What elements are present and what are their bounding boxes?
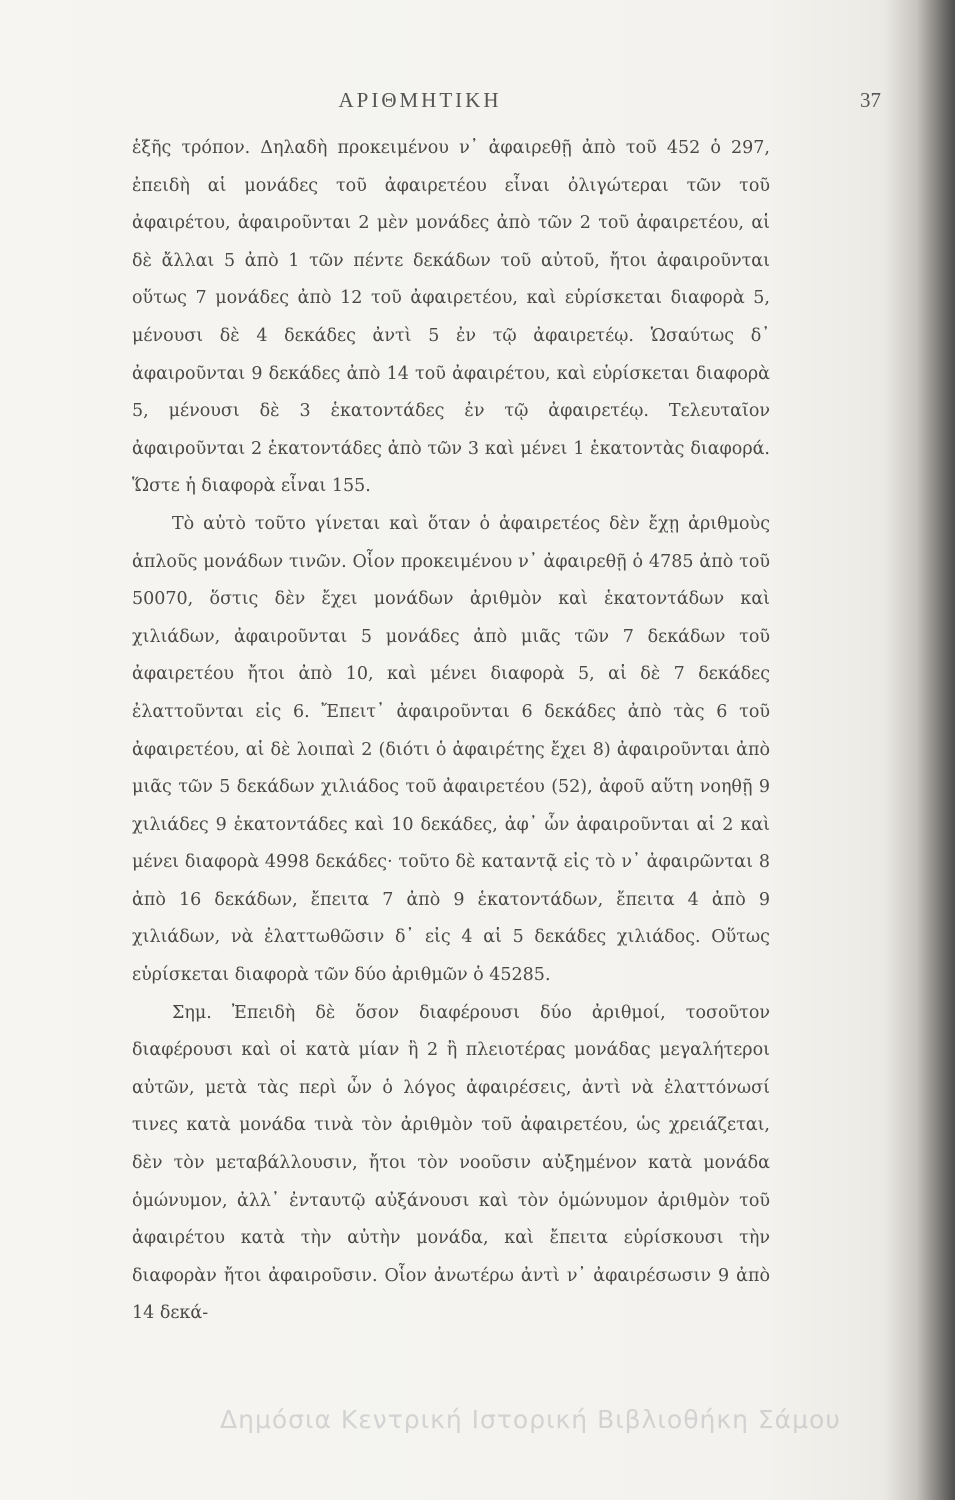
running-title: ΑΡΙΘΜΗΤΙΚΗ [338,88,502,112]
paragraph: Σημ. Ἐπειδὴ δὲ ὅσον διαφέρουσι δύο ἀριθμοί, τοσοῦτον διαφέρουσι καὶ οἱ κατὰ μίαν ἢ 2 ἢ πλειοτέρας μονάδας μεγαλήτεροι αὐτῶν, μετὰ τὰς περὶ ὧν ὁ λόγος ἀφαιρέσεις, ἀντὶ νὰ ἐλαττόνωσί τινες κατὰ μονάδα τινὰ τὸν ἀριθμὸν τοῦ ἀφαιρετέου, ὡς χρειάζεται, δὲν τὸν μεταβάλλουσιν, ἤτοι τὸν νοοῦσιν αὐξημένον κατὰ μονάδα ὁμώνυμον, ἀλλ᾽ ἐνταυτῷ αὐξάνουσι καὶ τὸν ὁμώνυμον ἀριθμὸν τοῦ ἀφαιρέτου κατὰ τὴν αὐτὴν μονάδα, καὶ ἔπειτα εὑρίσκουσι τὴν διαφορὰν ἤτοι ἀφαιροῦσιν. Οἷον ἀνωτέρω ἀντὶ ν᾽ ἀφαιρέσωσιν 9 ἀπὸ 14 δεκά- [132,1002,770,1324]
library-watermark: Δημόσια Κεντρική Ιστορική Βιβλιοθήκη Σάμου [220,1405,841,1434]
body-text [132,130,770,1333]
paragraph: Τὸ αὐτὸ τοῦτο γίνεται καὶ ὅταν ὁ ἀφαιρετέος δὲν ἔχῃ ἀριθμοὺς ἁπλοῦς μονάδων τινῶν. Οἷον προκειμένου ν᾽ ἀφαιρεθῇ ὁ 4785 ἀπὸ τοῦ 50070, ὅστις δὲν ἔχει μονάδων ἀριθμὸν καὶ ἑκατοντάδων καὶ χιλιάδων, ἀφαιροῦνται 5 μονάδες ἀπὸ μιᾶς τῶν 7 δεκάδων τοῦ ἀφαιρετέου ἤτοι ἀπὸ 10, καὶ μένει διαφορὰ 5, αἱ δὲ 7 δεκάδες ἐλαττοῦνται εἰς 6. Ἔπειτ᾽ ἀφαιροῦνται 6 δεκάδες ἀπὸ τὰς 6 τοῦ ἀφαιρετέου, αἱ δὲ λοιπαὶ 2 (διότι ὁ ἀφαιρέτης ἔχει 8) ἀφαιροῦνται ἀπὸ μιᾶς τῶν 5 δεκάδων χιλιάδος τοῦ ἀφαιρετέου (52), ἀφοῦ αὕτη νοηθῇ 9 χιλιάδες 9 ἑκατοντάδες καὶ 10 δεκάδες, ἀφ᾽ ὧν ἀφαιροῦνται αἱ 2 καὶ μένει διαφορὰ 4998 δεκάδες· τοῦτο δὲ καταντᾷ εἰς τὸ ν᾽ ἀφαιρῶνται 8 ἀπὸ 16 δεκάδων, ἔπειτα 7 ἀπὸ 9 ἑκατοντάδων, ἔπειτα 4 ἀπὸ 9 χιλιάδων, νὰ ἐλαττωθῶσιν δ᾽ εἰς 4 αἱ 5 δεκάδες χιλιάδος. Οὕτως εὑρίσκεται διαφορὰ τῶν δύο ἀριθμῶν ὁ 45285. [132,513,770,986]
page-header [0,88,955,128]
page-edge-shadow [885,0,955,1500]
paragraph: ἑξῆς τρόπον. Δηλαδὴ προκειμένου ν᾽ ἀφαιρεθῇ ἀπὸ τοῦ 452 ὁ 297, ἐπειδὴ αἱ μονάδες τοῦ ἀφαιρετέου εἶναι ὀλιγώτεραι τῶν τοῦ ἀφαιρέτου, ἀφαιροῦνται 2 μὲν μονάδες ἀπὸ τῶν 2 τοῦ ἀφαιρετέου, αἱ δὲ ἄλλαι 5 ἀπὸ 1 τῶν πέντε δεκάδων τοῦ αὐτοῦ, ἤτοι ἀφαιροῦνται οὕτως 7 μονάδες ἀπὸ 12 τοῦ ἀφαιρετέου, καὶ εὑρίσκεται διαφορὰ 5, μένουσι δὲ 4 δεκάδες ἀντὶ 5 ἐν τῷ ἀφαιρετέῳ. Ὡσαύτως δ᾽ ἀφαιροῦνται 9 δεκάδες ἀπὸ 14 τοῦ ἀφαιρέτου, καὶ εὑρίσκεται διαφορὰ 5, μένουσι δὲ 3 ἑκατοντάδες ἐν τῷ ἀφαιρετέῳ. Τελευταῖον ἀφαιροῦνται 2 ἑκατοντάδες ἀπὸ τῶν 3 καὶ μένει 1 ἑκατοντὰς διαφορά. Ὥστε ἡ διαφορὰ εἶναι 155. [132,138,770,497]
page-number: 37 [860,88,881,112]
